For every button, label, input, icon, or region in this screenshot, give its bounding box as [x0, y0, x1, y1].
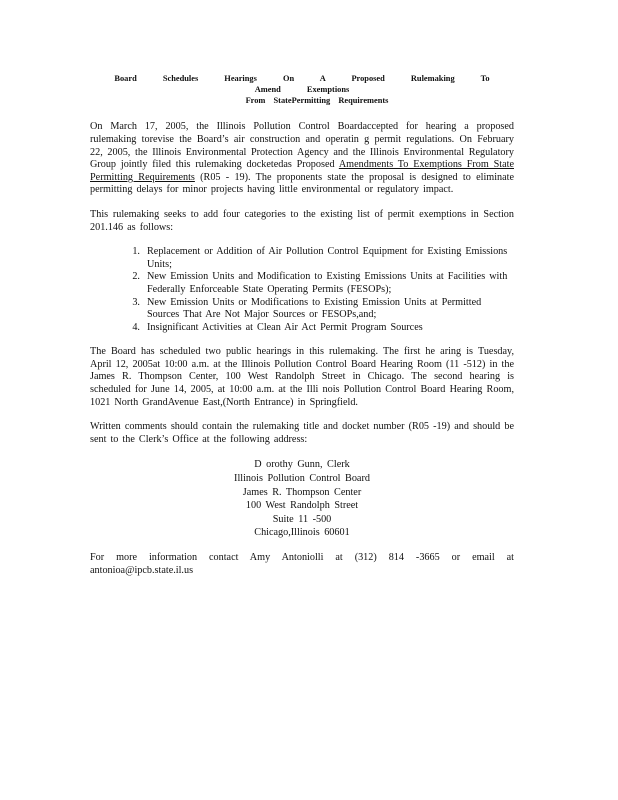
docket-title: Amendments To Exemptions From State Permitting Requirements: [90, 159, 514, 183]
list-item: 2. New Emission Units and Modification to Existing Emissions Units at Facilities with Federally Enforceable State Operating Permits (FESOPs);: [144, 271, 514, 296]
clerk-address-block: [90, 458, 514, 540]
hearings-paragraph: The Board has scheduled two public hearings in this rulemaking. The first he aring is Tuesday, April 12, 2005at 10:00 a.m. at the Illinois Pollution Control Board Hearing Room (11 -512) in the James R. Thompson Center, 100 West Randolph Street in Chicago. The second hearing is scheduled for June 14, 2005, at 10:00 a.m. at the Illi nois Pollution Control Board Hearing Room, 1021 North GrandAvenue East,(North Entrance) in Springfield.: [90, 346, 514, 408]
address-line: Suite 11 -500: [272, 513, 332, 525]
list-item: 3. New Emission Units or Modifications to Existing Emission Units at Permitted Sources That Are Not Major Sources or FESOPs,and;: [144, 297, 514, 322]
list-item: 4. Insignificant Activities at Clean Air Act Permit Program Sources: [144, 322, 514, 335]
intro-paragraph: [90, 121, 514, 197]
document-page: [90, 74, 514, 589]
address-line: Chicago,Illinois 60601: [254, 527, 350, 539]
intro-text-end: (R05 - 19). The proponents state the proposal is designed to eliminate permitting delays for minor projects having little environmental or regulatory impact.: [90, 171, 514, 196]
address-line: 100 West Randolph Street: [245, 500, 359, 512]
contact-paragraph: For more information contact Amy Antoniolli at (312) 814 -3665 or email at antonioa@ipcb.state.il.us: [90, 552, 514, 576]
address-line: Illinois Pollution Control Board: [234, 473, 370, 485]
list-item: 1. Replacement or Addition of Air Pollution Control Equipment for Existing Emissions Units;: [144, 246, 514, 271]
title-line-1: Board Schedules Hearings On A Proposed Rulemaking To Amend Exemptions: [114, 74, 490, 94]
exemption-category-list: [90, 246, 514, 334]
address-line: D orothy Gunn, Clerk: [254, 459, 350, 471]
address-line: James R. Thompson Center: [242, 486, 362, 498]
title-line-2: From StatePermitting Requirements: [245, 95, 389, 105]
intro-text: On March 17, 2005, the Illinois Pollution Control Boardaccepted for hearing a proposed rulemaking torevise the Board’s air construction and operatin g permit regulations. On February 22, 2005, the Illinois Environmental Protection Agency and the Illinois Environmental Regulatory Group jointly filed this rulemaking docketedas Proposed: [90, 121, 514, 171]
comments-paragraph: Written comments should contain the rulemaking title and docket number (R05 -19) and should be sent to the Clerk’s Office at the following address:: [90, 421, 514, 445]
categories-intro-paragraph: This rulemaking seeks to add four categories to the existing list of permit exemptions in Section 201.146 as follows:: [90, 208, 514, 233]
document-title: [90, 74, 514, 106]
